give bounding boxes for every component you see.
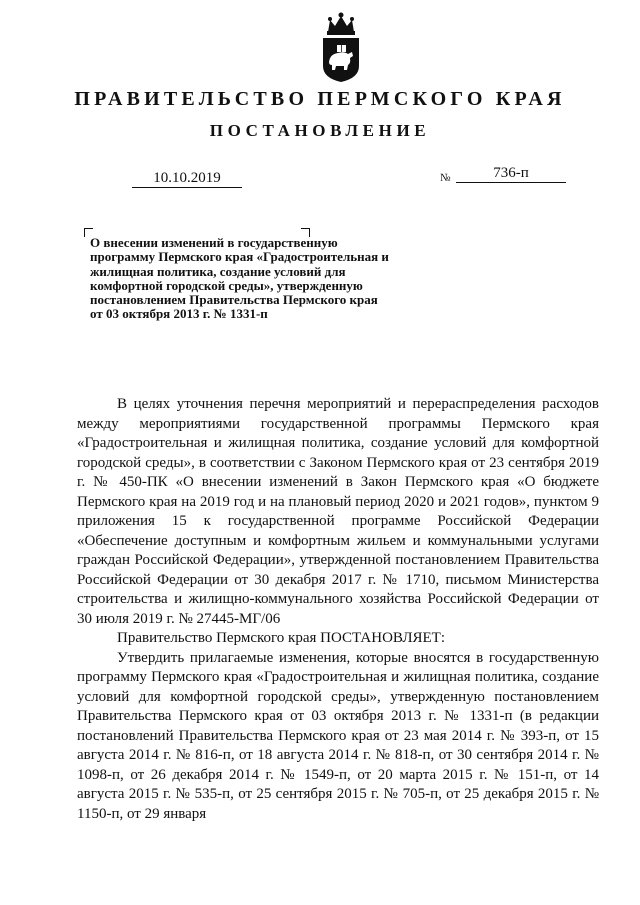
document-number: 736-п: [456, 165, 566, 183]
number-sign: №: [440, 172, 451, 184]
document-date: 10.10.2019: [132, 170, 242, 188]
body-paragraph-approval: Утвердить прилагаемые изменения, которые вносятся в государственную программу Пермского края «Градостроительная и жилищная политика, создание условий для комфортной городской среды», утвержденную постановлением Правительства Пермского края от 03 октября 2013 г. № 1331-п (в редакции постановлений Правительства Пермского края от 23 мая 2014 г. № 393-п, от 15 августа 2014 г. № 816-п, от 18 августа 2014 г. № 818-п, от 30 сентября 2014 г. № 1098-п, от 26 декабря 2014 г. № 1549-п, от 20 марта 2015 г. № 151-п, от 14 августа 2015 г. № 535-п, от 25 сентября 2015 г. № 705-п, от 25 декабря 2015 г. № 1150-п, от 29 января: [77, 649, 599, 822]
document-type: ПОСТАНОВЛЕНИЕ: [209, 121, 431, 140]
document-subject: О внесении изменений в государственную программу Пермского края «Градостроительная и жилищная политика, создание условий для комфортной городской среды», утвержденную постановлением Правительства Пермского края от 03 октября 2013 г. № 1331-п: [90, 235, 389, 322]
body-paragraph-preamble: В целях уточнения перечня мероприятий и перераспределения расходов между мероприятиями государственной программы Пермского края «Градостроительная и жилищная политика, создание условий для комфортной городской среды», в соответствии с Законом Пермского края от 23 сентября 2019 г. № 450-ПК «О внесении изменений в Закон Пермского края «О бюджете Пермского края на 2019 год и на плановый период 2020 и 2021 годов», пунктом 9 приложения 15 к государственной программе Российской Федерации «Обеспечение доступным и комфортным жильем и коммунальными услугами граждан Российской Федерации», утвержденной постановлением Правительства Российской Федерации от 30 декабря 2017 г. № 1710, письмом Министерства строительства и жилищно-коммунального хозяйства Российской Федерации от 30 июля 2019 г. № 27445-МГ/06: [77, 396, 599, 627]
document-body: [77, 395, 599, 824]
government-title: ПРАВИТЕЛЬСТВО ПЕРМСКОГО КРАЯ: [74, 88, 566, 110]
body-paragraph-resolution: Правительство Пермского края ПОСТАНОВЛЯЕТ:: [117, 630, 446, 646]
perm-krai-coat-of-arms-icon: [318, 10, 364, 84]
